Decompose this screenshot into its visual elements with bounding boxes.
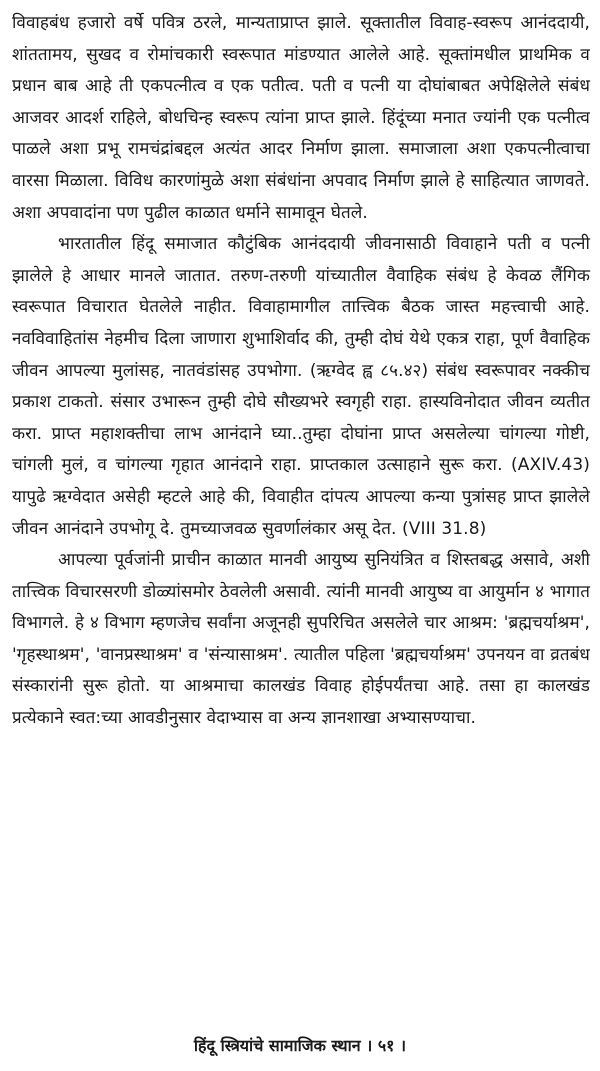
page-footer: हिंदू स्त्रियांचे सामाजिक स्थान । ५१ । bbox=[193, 1036, 407, 1055]
paragraph-ashrams: आपल्या पूर्वजांनी प्राचीन काळात मानवी आयुष्य सुनियंत्रित व शिस्तबद्ध असावे, अशी तात्त्विक विचारसरणी डोळ्यांसमोर ठेवलेली असावी. त्यांनी मानवी आयुष्य वा आयुर्मान ४ भागात विभागले. हे ४ विभाग म्हणजेच सर्वांना अजूनही सुपरिचित असलेले चार आश्रम: 'ब्रह्मचर्याश्रम', 'गृहस्थाश्रम', 'वानप्रस्थाश्रम' व 'संन्यासाश्रम'. त्यातील पहिला 'ब्रह्मचर्याश्रम' उपनयन वा व्रतबंध संस्कारांनी सुरू होतो. या आश्रमाचा कालखंड विवाह होईपर्यंतचा आहे. तसा हा कालखंड प्रत्येकाने स्वत:च्या आवडीनुसार वेदाभ्यास वा अन्य ज्ञानशाखा अभ्यासण्याचा. bbox=[12, 550, 590, 729]
paragraph-family-life: भारतातील हिंदू समाजात कौटुंबिक आनंददायी जीवनासाठी विवाहाने पती व पत्नी झालेले हे आधार मानले जातात. तरुण-तरुणी यांच्यातील वैवाहिक संबंध हे केवळ लैंगिक स्वरूपात विचारात घेतलेले नाहीत. विवाहामागील तात्त्विक बैठक जास्त महत्त्वाची आहे. नवविवाहितांस नेहमीच दिला जाणारा शुभाशिर्वाद की, तुम्ही दोघं येथे एकत्र राहा, पूर्ण वैवाहिक जीवन आपल्या मुलांसह, नातवंडांसह उपभोगा. (ऋग्वेद ह्व ८५.४२) संबंध स्वरूपावर नक्कीच प्रकाश टाकतो. संसार उभारून तुम्ही दोघे सौख्यभरे स्वगृही राहा. हास्यविनोदात जीवन व्यतीत करा. प्राप्त महाशक्तीचा लाभ आनंदाने घ्या..तुम्हा दोघांना प्राप्त असलेल्या चांगल्या गोष्टी, चांगली मुलं, व चांगल्या गृहात आनंदाने राहा. प्राप्तकाल उत्साहाने सुरू करा. (AXIV.43) यापुढे ऋग्वेदात असेही म्हटले आहे की, विवाहीत दांपत्य आपल्या कन्या पुत्रांसह प्राप्त झालेले जीवन आनंदाने उपभोगू दे. तुमच्याजवळ सुवर्णालंकार असू देत. (VIII 31.8) bbox=[12, 234, 590, 539]
paragraph-marriage-bond: विवाहबंध हजारो वर्षे पवित्र ठरले, मान्यताप्राप्त झाले. सूक्तातील विवाह-स्वरूप आनंददायी, शांततामय, सुखद व रोमांचकारी स्वरूपात मांडण्यात आलेले आहे. सूक्तांमधील प्राथमिक व प्रधान बाब आहे ती एकपत्नीत्व व एक पतीत्व. पती व पत्नी या दोघांबाबत अपेक्षिलेले संबंध आजवर आदर्श राहिले, बोधचिन्ह स्वरूप त्यांना प्राप्त झाले. हिंदूंच्या मनात ज्यांनी एक पत्नीत्व पाळले अशा प्रभू रामचंद्रांबद्दल अत्यंत आदर निर्माण झाला. समाजाला अशा एकपत्नीत्वाचा वारसा मिळाला. विविध कारणांमुळे अशा संबंधांना अपवाद निर्माण झाले हे साहित्यात जाणवते. अशा अपवादांना पण पुढील काळात धर्माने सामावून घेतले. bbox=[12, 13, 590, 223]
